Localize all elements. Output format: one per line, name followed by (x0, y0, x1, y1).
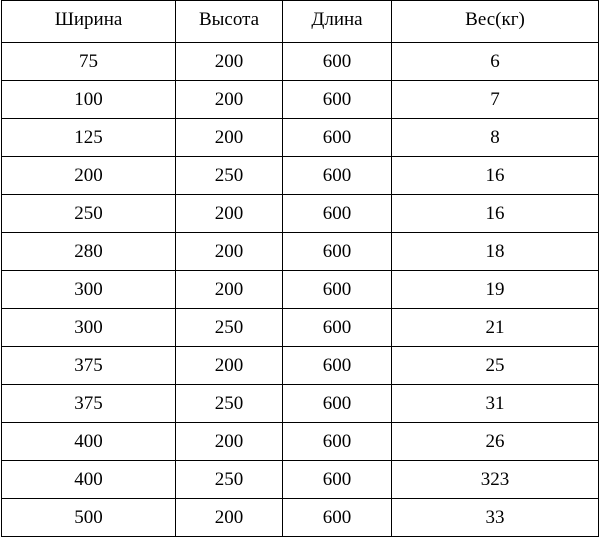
cell-height: 200 (176, 347, 283, 385)
table-row (2, 233, 599, 271)
cell-height: 200 (176, 195, 283, 233)
table-row (2, 43, 599, 81)
header-height: Высота (176, 1, 283, 43)
cell-weight: 7 (392, 81, 599, 119)
cell-weight: 21 (392, 309, 599, 347)
cell-height: 200 (176, 271, 283, 309)
cell-width: 280 (2, 233, 176, 271)
cell-width: 375 (2, 347, 176, 385)
cell-length: 600 (283, 195, 392, 233)
cell-width: 400 (2, 423, 176, 461)
table-row (2, 499, 599, 537)
cell-length: 600 (283, 271, 392, 309)
cell-length: 600 (283, 81, 392, 119)
table-row (2, 309, 599, 347)
cell-width: 250 (2, 195, 176, 233)
table-row (2, 119, 599, 157)
cell-height: 200 (176, 423, 283, 461)
cell-height: 200 (176, 233, 283, 271)
table-row (2, 81, 599, 119)
cell-width: 125 (2, 119, 176, 157)
table-row (2, 195, 599, 233)
cell-weight: 25 (392, 347, 599, 385)
header-weight: Вес(кг) (392, 1, 599, 43)
cell-weight: 323 (392, 461, 599, 499)
table-row (2, 347, 599, 385)
cell-width: 500 (2, 499, 176, 537)
cell-length: 600 (283, 499, 392, 537)
cell-length: 600 (283, 157, 392, 195)
cell-length: 600 (283, 309, 392, 347)
table-row (2, 271, 599, 309)
cell-weight: 26 (392, 423, 599, 461)
header-row (2, 1, 599, 43)
cell-width: 100 (2, 81, 176, 119)
cell-height: 200 (176, 43, 283, 81)
table-row (2, 461, 599, 499)
cell-height: 200 (176, 81, 283, 119)
cell-weight: 8 (392, 119, 599, 157)
table-header (2, 1, 599, 43)
table-row (2, 385, 599, 423)
table-body (2, 43, 599, 537)
cell-height: 250 (176, 157, 283, 195)
cell-width: 300 (2, 271, 176, 309)
cell-height: 250 (176, 385, 283, 423)
cell-width: 200 (2, 157, 176, 195)
cell-weight: 33 (392, 499, 599, 537)
cell-weight: 19 (392, 271, 599, 309)
cell-length: 600 (283, 119, 392, 157)
cell-width: 400 (2, 461, 176, 499)
cell-width: 300 (2, 309, 176, 347)
cell-length: 600 (283, 347, 392, 385)
cell-weight: 6 (392, 43, 599, 81)
table-row (2, 423, 599, 461)
cell-weight: 16 (392, 157, 599, 195)
cell-weight: 31 (392, 385, 599, 423)
cell-height: 200 (176, 499, 283, 537)
cell-length: 600 (283, 233, 392, 271)
cell-length: 600 (283, 423, 392, 461)
cell-length: 600 (283, 461, 392, 499)
dimensions-weight-table (1, 0, 599, 537)
cell-length: 600 (283, 43, 392, 81)
cell-width: 375 (2, 385, 176, 423)
cell-width: 75 (2, 43, 176, 81)
cell-weight: 18 (392, 233, 599, 271)
cell-weight: 16 (392, 195, 599, 233)
header-length: Длина (283, 1, 392, 43)
cell-length: 600 (283, 385, 392, 423)
table-row (2, 157, 599, 195)
header-width: Ширина (2, 1, 176, 43)
cell-height: 250 (176, 309, 283, 347)
cell-height: 200 (176, 119, 283, 157)
cell-height: 250 (176, 461, 283, 499)
